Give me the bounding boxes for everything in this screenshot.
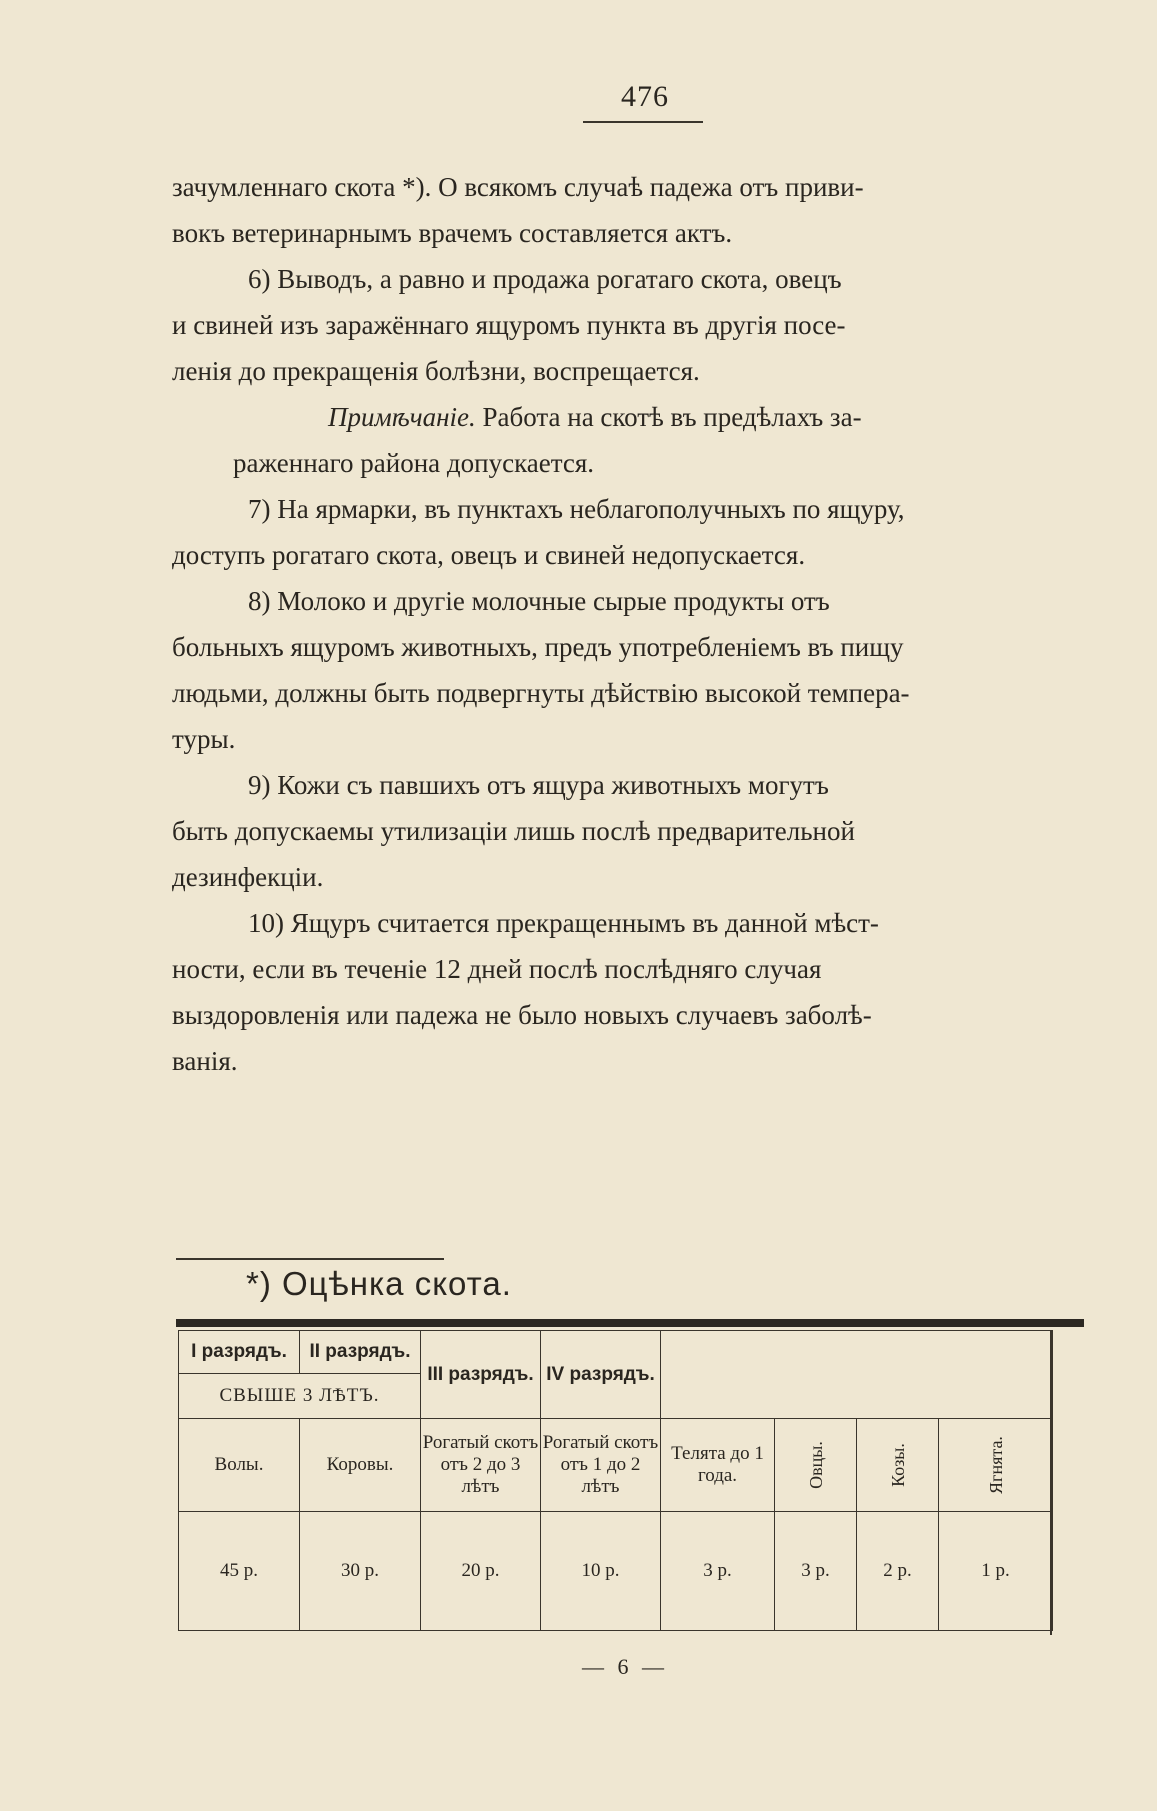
- paragraph-7: [172, 486, 1084, 578]
- paragraph-cont: [172, 164, 1084, 256]
- text-line: выздоровленія или падежа не было новыхъ случаевъ заболѣ-: [172, 1000, 872, 1030]
- price-cattle-1-2: 10 р.: [541, 1512, 661, 1631]
- category-lambs-label: Ягнята.: [985, 1435, 1006, 1494]
- category-goats: [857, 1419, 939, 1512]
- over-3-years-header: СВЫШЕ 3 ЛѢТЪ.: [179, 1374, 421, 1419]
- text-line: людьми, должны быть подвергнуты дѣйствію высокой темпера-: [172, 678, 910, 708]
- grade-2-header: II разрядъ.: [300, 1331, 421, 1374]
- livestock-valuation-table: [178, 1330, 1053, 1631]
- text-line: 7) На ярмарки, въ пунктахъ неблагополучныхъ по ящуру,: [248, 494, 905, 524]
- note-continuation: раженнаго района допускается.: [233, 448, 595, 478]
- text-line: ванія.: [172, 1046, 238, 1076]
- text-line: туры.: [172, 724, 236, 754]
- table-top-rule: [176, 1319, 1084, 1327]
- footnote-title: *) Оцѣнка скота.: [246, 1265, 512, 1302]
- paragraph-8: [172, 578, 1084, 762]
- category-goats-label: Козы.: [887, 1442, 908, 1487]
- text-line: и свиней изъ заражённаго ящуромъ пункта въ другія посе-: [172, 310, 846, 340]
- text-line: вокъ ветеринарнымъ врачемъ составляется актъ.: [172, 218, 733, 248]
- text-line: 10) Ящуръ считается прекращеннымъ въ данной мѣст-: [248, 908, 879, 938]
- body-text: [172, 164, 1084, 1084]
- paragraph-9: [172, 762, 1084, 900]
- category-cows: Коровы.: [300, 1419, 421, 1512]
- text-line: ности, если въ теченіе 12 дней послѣ послѣдняго случая: [172, 954, 822, 984]
- text-line: ленія до прекращенія болѣзни, воспрещается.: [172, 356, 700, 386]
- grade-3-header: III разрядъ.: [421, 1331, 541, 1419]
- category-sheep-label: Овцы.: [805, 1440, 826, 1489]
- paragraph-6: [172, 256, 1084, 394]
- text-line: 9) Кожи съ павшихъ отъ ящура животныхъ могутъ: [248, 770, 829, 800]
- price-goats: 2 р.: [857, 1512, 939, 1631]
- category-oxen: Волы.: [179, 1419, 300, 1512]
- note-text: Работа на скотѣ въ предѣлахъ за-: [475, 402, 862, 432]
- category-cattle-2-3: Рогатый скотъ отъ 2 до 3 лѣтъ: [421, 1419, 541, 1512]
- category-sheep: [775, 1419, 857, 1512]
- signature-mark: — 6 —: [582, 1654, 668, 1679]
- text-line: дезинфекціи.: [172, 862, 324, 892]
- price-sheep: 3 р.: [775, 1512, 857, 1631]
- text-line: 6) Выводъ, а равно и продажа рогатаго скота, овецъ: [248, 264, 842, 294]
- text-line: зачумленнаго скота *). О всякомъ случаѣ падежа отъ приви-: [172, 172, 864, 202]
- text-line: больныхъ ящуромъ животныхъ, предъ употребленіемъ въ пищу: [172, 632, 904, 662]
- price-calves: 3 р.: [661, 1512, 775, 1631]
- text-line: 8) Молоко и другіе молочные сырые продукты отъ: [248, 586, 830, 616]
- grade-4-header: IV разрядъ.: [541, 1331, 661, 1419]
- empty-header-cell: [661, 1331, 1053, 1419]
- footnote-rule: [176, 1258, 444, 1260]
- category-lambs: [939, 1419, 1053, 1512]
- page-number: 476: [621, 80, 669, 113]
- category-cattle-1-2: Рогатый скотъ отъ 1 до 2 лѣтъ: [541, 1419, 661, 1512]
- note-paragraph: [172, 394, 1084, 486]
- price-lambs: 1 р.: [939, 1512, 1053, 1631]
- grade-1-header: I разрядъ.: [179, 1331, 300, 1374]
- text-line: доступъ рогатаго скота, овецъ и свиней недопускается.: [172, 540, 806, 570]
- price-cattle-2-3: 20 р.: [421, 1512, 541, 1631]
- price-oxen: 45 р.: [179, 1512, 300, 1631]
- page-number-rule: [583, 121, 703, 123]
- price-cows: 30 р.: [300, 1512, 421, 1631]
- category-calves: Телята до 1 года.: [661, 1419, 775, 1512]
- text-line: быть допускаемы утилизаціи лишь послѣ предварительной: [172, 816, 855, 846]
- table-right-rule: [1050, 1330, 1052, 1635]
- note-label: Примѣчаніе.: [328, 402, 476, 432]
- paragraph-10: [172, 900, 1084, 1084]
